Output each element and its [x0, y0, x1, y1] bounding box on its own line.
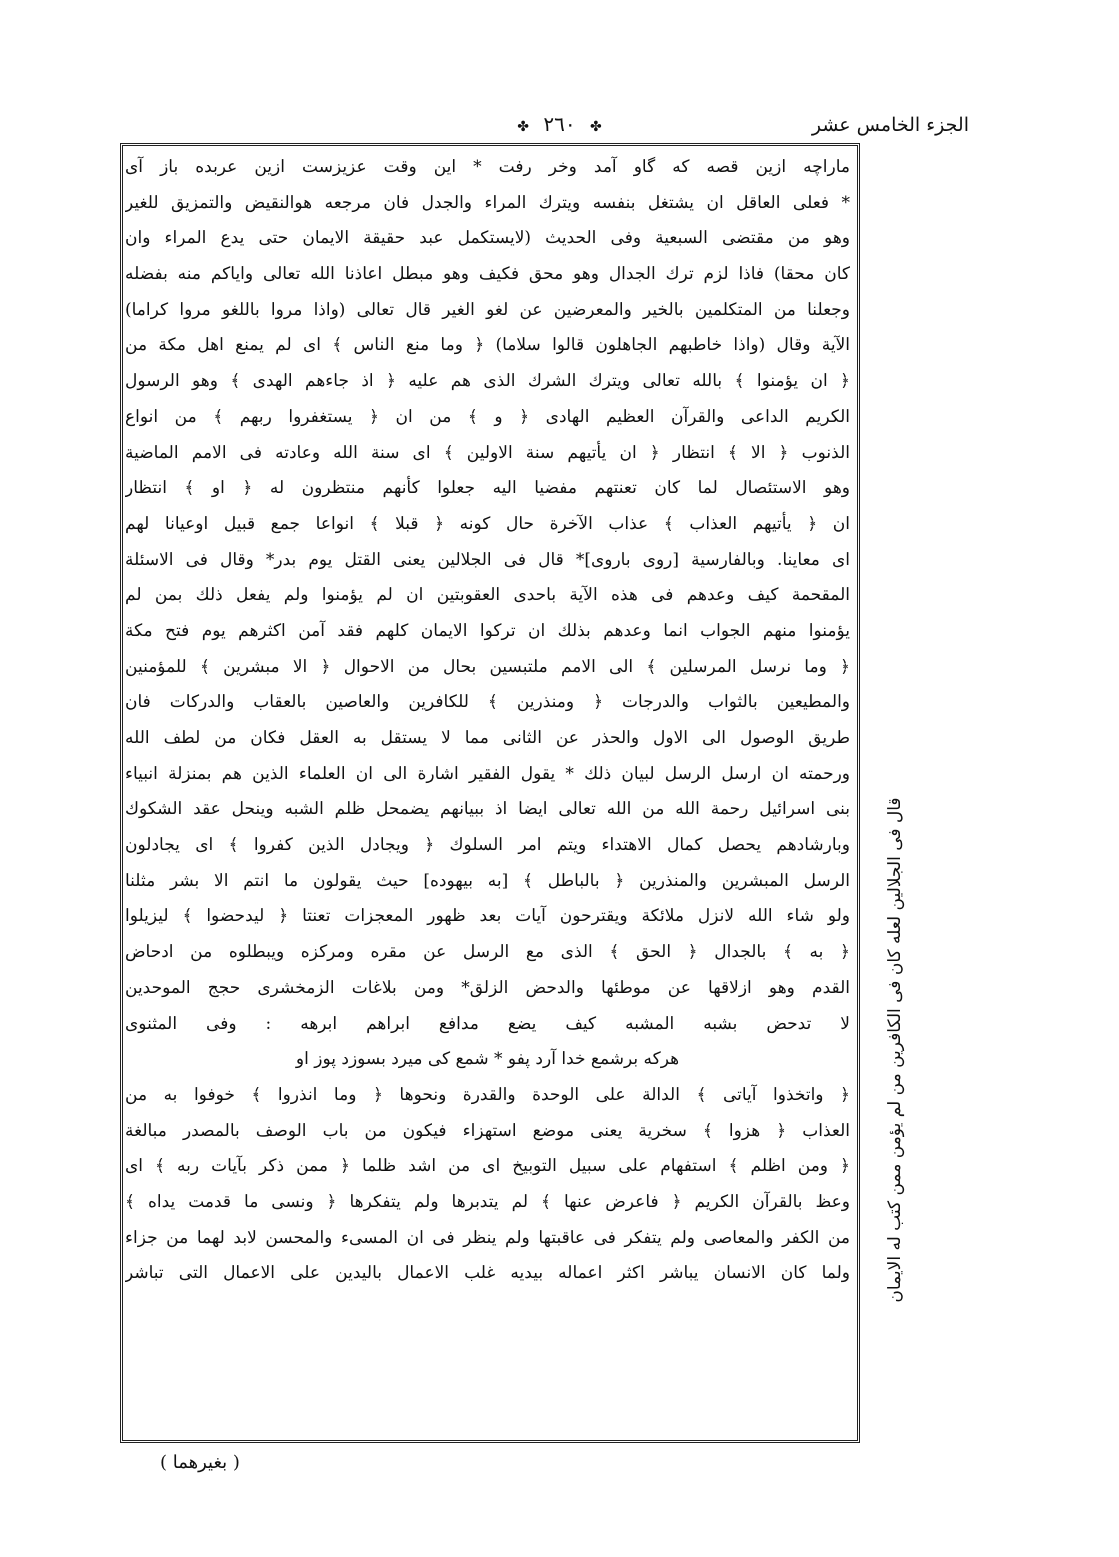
text-line: ﴿ ان يؤمنوا ﴾ بالله تعالى ويترك الشرك الذى هم عليه ﴿ اذ جاءهم الهدى ﴾ وهو الرسول	[125, 371, 850, 392]
text-line: ورحمته ان ارسل الرسل لبيان ذلك * يقول الفقير اشارة الى ان العلماء الذين هم بمنزلة انبياء	[125, 763, 850, 784]
text-line: وهو الاستئصال لما كان تعنتهم مفضيا اليه جعلوا كأنهم منتظرون له ﴿ او ﴾ انتظار	[125, 478, 850, 499]
text-line: الذنوب ﴿ الا ﴾ انتظار ﴿ ان يأتيهم سنة الاولين ﴾ اى سنة الله وعادته فى الامم الماضية	[125, 442, 850, 463]
page-number: ٢٦٠	[543, 112, 576, 136]
text-line: الآية وقال (واذا خاطبهم الجاهلون قالوا سلاما) ﴿ وما منع الناس ﴾ اى لم يمنع اهل مكة من	[125, 335, 850, 356]
verse-line: هركه برشمع خدا آرد پفو * شمع كى ميرد بسوزد پوز او	[295, 1049, 680, 1070]
text-line: المقحمة كيف وعدهم فى هذه الآية باحدى العقوبتين ان لم يؤمنوا ولم يفعل ذلك بمن لم	[125, 585, 850, 606]
text-line: ماراچه ازين قصه كه گاو آمد وخر رفت * اين وقت عزيزست ازين عربده باز آى	[125, 157, 850, 177]
text-line: لا تدحض بشبه المشبه كيف يضع مدافع ابراهم ابرهه : وفى المثنوى	[125, 1013, 850, 1034]
text-line: ﴿ واتخذوا آياتى ﴾ الدالة على الوحدة والقدرة ونحوها ﴿ وما انذروا ﴾ خوفوا به من	[125, 1084, 850, 1105]
margin-note	[870, 660, 920, 1440]
text-line: وعظ بالقرآن الكريم ﴿ فاعرض عنها ﴾ لم يتدبرها ولم يتفكرها ﴿ ونسى ما قدمت يداه ﴾	[125, 1191, 850, 1212]
text-line: يؤمنوا منهم الجواب انما وعدهم بذلك ان تركوا الايمان كلهم فقد آمن اكثرهم يوم فتح مكة	[125, 620, 850, 641]
margin-note-text: قال فى الجلالين لعله كان فى الكافرين من لم يؤمن ممن كتب له الايمان	[885, 797, 905, 1303]
ornament-left-icon: ✤	[517, 119, 530, 135]
text-line: من الكفر والمعاصى ولم يتفكر فى عاقبتها ولم ينظر فى ان المسىء والمحسن لابد لهما من جزاء	[125, 1227, 850, 1248]
main-text	[125, 150, 850, 1435]
part-title: الجزء الخامس عشر	[811, 114, 969, 136]
text-line: العذاب ﴿ هزوا ﴾ سخرية يعنى موضع استهزاء فيكون من باب الوصف بالمصدر مبالغة	[125, 1120, 850, 1141]
text-line: ولما كان الانسان يباشر اكثر اعماله بيديه غلب الاعمال باليدين على الاعمال التى تباشر	[125, 1263, 850, 1284]
text-line: الكريم الداعى والقرآن العظيم الهادى ﴿ و ﴾ من ان ﴿ يستغفروا ربهم ﴾ من انواع	[125, 406, 850, 427]
text-line: ﴿ ومن اظلم ﴾ استفهام على سبيل التوبيخ اى من اشد ظلما ﴿ ممن ذكر بآيات ربه ﴾ اى	[125, 1156, 850, 1177]
text-line: والمطيعين بالثواب والدرجات ﴿ ومنذرين ﴾ للكافرين والعاصين بالعقاب والدركات فان	[125, 692, 850, 713]
text-line: اى معاينا. وبالفارسية [روى باروى]* قال فى الجلالين يعنى القتل يوم بدر* وقال فى الاسئلة	[125, 549, 850, 570]
ornament-right-icon: ✤	[589, 119, 602, 135]
text-line: وجعلنا من المتكلمين بالخير والمعرضين عن لغو الغير قال تعالى (واذا مروا باللغو مروا كراما)	[125, 299, 850, 320]
page-header	[0, 108, 1119, 144]
text-line: كان محقا) فاذا لزم ترك الجدال وهو محق فكيف وهو مبطل اعاذنا الله تعالى واياكم منه بفضله	[125, 264, 850, 285]
text-line: طريق الوصول الى الاول والحذر عن الثانى مما لا يستقل به العقل فكان من لطف الله	[125, 728, 850, 748]
text-line: الرسل المبشرين والمنذرين ﴿ بالباطل ﴾ [به بيهوده] حيث يقولون ما انتم الا بشر مثلنا	[125, 870, 850, 891]
text-line: ﴿ به ﴾ بالجدال ﴿ الحق ﴾ الذى مع الرسل عن مقره ومركزه ويبطلوه من ادحاض	[125, 942, 850, 963]
text-line: وبارشادهم يحصل كمال الاهتداء ويتم امر السلوك ﴿ ويجادل الذين كفروا ﴾ اى يجادلون	[125, 835, 850, 856]
text-line: بنى اسرائيل رحمة الله من الله تعالى ايضا اذ ببيانهم يضمحل ظلم الشبه وينحل عقد الشكوك	[125, 799, 850, 820]
text-line: وهو من مقتضى السبعية وفى الحديث (لايستكمل عبد حقيقة الايمان حتى يدع المراء وان	[125, 228, 850, 249]
text-line: ولو شاء الله لانزل ملائكة ويقترحون آيات بعد ظهور المعجزات تعنتا ﴿ ليدحضوا ﴾ ليزيلوا	[125, 906, 850, 927]
text-line: ان ﴿ يأتيهم العذاب ﴾ عذاب الآخرة حال كونه ﴿ قبلا ﴾ انواعا جمع قبيل اوعيانا لهم	[125, 513, 850, 534]
catchword: ( بغيرهما )	[160, 1452, 240, 1473]
page-number-group	[0, 112, 1119, 136]
text-line: * فعلى العاقل ان يشتغل بنفسه ويترك المراء والجدل فان مرجعه هوالنقيض والتمزيق للغير	[125, 192, 850, 213]
text-line: ﴿ وما نرسل المرسلين ﴾ الى الامم ملتبسين بحال من الاحوال ﴿ الا مبشرين ﴾ للمؤمنين	[125, 656, 850, 677]
text-line: القدم وهو ازلاقها عن موطئها والدحض الزلق* ومن بلاغات الزمخشرى حجج الموحدين	[125, 977, 850, 998]
